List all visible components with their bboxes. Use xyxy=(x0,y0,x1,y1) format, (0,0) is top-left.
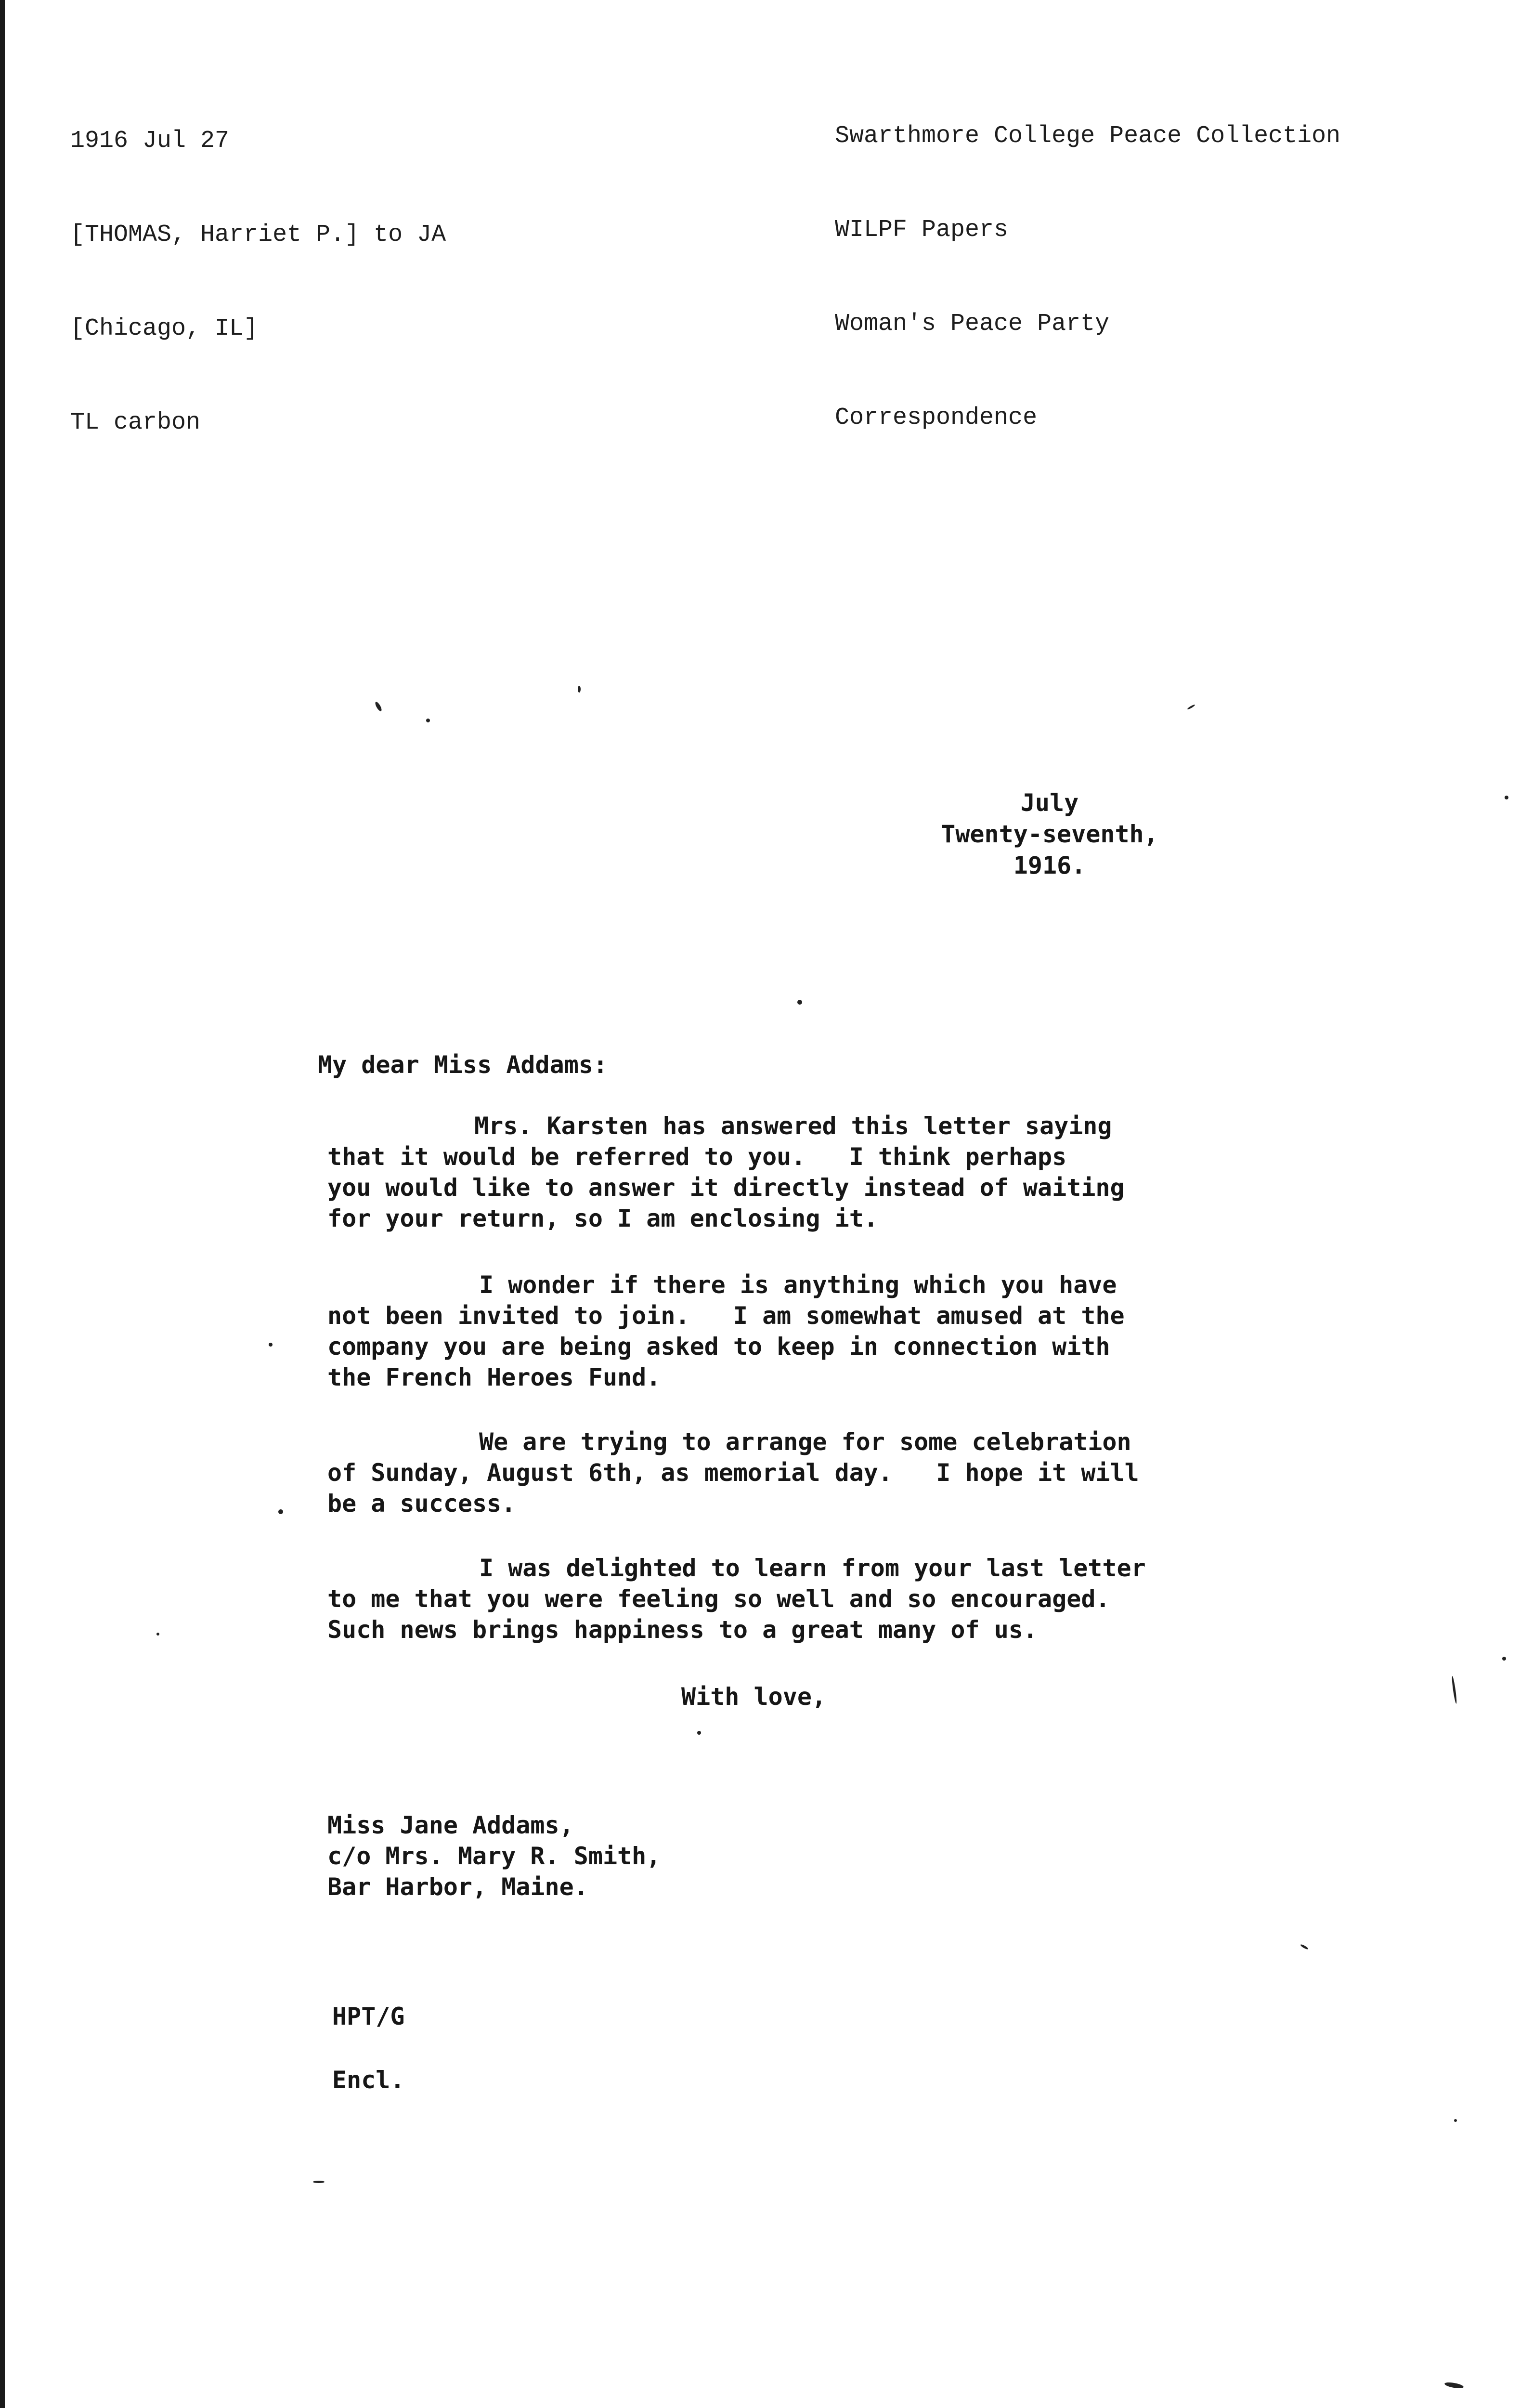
scan-speck xyxy=(313,2181,325,2183)
scan-speck xyxy=(797,1000,802,1005)
collection-subseries: Woman's Peace Party xyxy=(835,310,1110,338)
scan-speck xyxy=(278,1509,283,1514)
collection-info xyxy=(835,58,1340,465)
paragraph-1-line-1: Mrs. Karsten has answered this letter saying xyxy=(474,1112,1112,1140)
paragraph-3-line-1: We are trying to arrange for some celebration xyxy=(479,1428,1131,1456)
citation-format: TL carbon xyxy=(70,409,201,436)
paragraph-2-line-2: not been invited to join. I am somewhat amused at the xyxy=(327,1302,1125,1330)
paragraph-1-line-4: for your return, so I am enclosing it. xyxy=(327,1204,878,1232)
archival-citation xyxy=(70,63,446,470)
citation-correspondents: [THOMAS, Harriet P.] to JA xyxy=(70,221,446,249)
scan-speck xyxy=(697,1731,701,1735)
paragraph-4-line-1: I was delighted to learn from your last letter xyxy=(479,1554,1146,1582)
paragraph-2-line-3: company you are being asked to keep in connection with xyxy=(327,1333,1110,1361)
paragraph-2-line-1: I wonder if there is anything which you have xyxy=(479,1271,1117,1299)
scan-speck xyxy=(1454,2119,1457,2122)
scan-speck xyxy=(578,686,581,693)
paragraph-1-line-3: you would like to answer it directly instead of waiting xyxy=(327,1174,1125,1202)
paragraph-4-line-3: Such news brings happiness to a great many of us. xyxy=(327,1616,1038,1644)
closing: With love, xyxy=(681,1683,827,1711)
collection-series: WILPF Papers xyxy=(835,216,1009,244)
scan-speck xyxy=(269,1343,273,1347)
scan-speck xyxy=(1502,1657,1506,1661)
citation-place: [Chicago, IL] xyxy=(70,315,259,342)
scan-speck xyxy=(156,1633,159,1636)
collection-category: Correspondence xyxy=(835,404,1038,432)
letter-date-year: 1916. xyxy=(1013,851,1086,879)
address-line-1: Miss Jane Addams, xyxy=(327,1811,574,1839)
collection-name: Swarthmore College Peace Collection xyxy=(835,122,1341,150)
citation-date: 1916 Jul 27 xyxy=(70,127,230,155)
letter-date-month: July xyxy=(1020,789,1079,817)
salutation: My dear Miss Addams: xyxy=(318,1051,608,1079)
paragraph-2-line-4: the French Heroes Fund. xyxy=(327,1363,661,1391)
paragraph-3-line-2: of Sunday, August 6th, as memorial day. I hope it will xyxy=(327,1459,1139,1487)
scan-speck xyxy=(426,719,430,722)
scan-speck xyxy=(1505,796,1508,799)
letter-date-day: Twenty-seventh, xyxy=(941,820,1158,848)
paragraph-1-line-2: that it would be referred to you. I think perhaps xyxy=(327,1143,1067,1171)
typist-initials: HPT/G xyxy=(332,2002,405,2030)
paragraph-4-line-2: to me that you were feeling so well and so encouraged. xyxy=(327,1585,1110,1613)
paragraph-3-line-3: be a success. xyxy=(327,1490,516,1518)
address-line-3: Bar Harbor, Maine. xyxy=(327,1873,588,1901)
address-line-2: c/o Mrs. Mary R. Smith, xyxy=(327,1842,661,1870)
enclosure-note: Encl. xyxy=(332,2066,405,2094)
